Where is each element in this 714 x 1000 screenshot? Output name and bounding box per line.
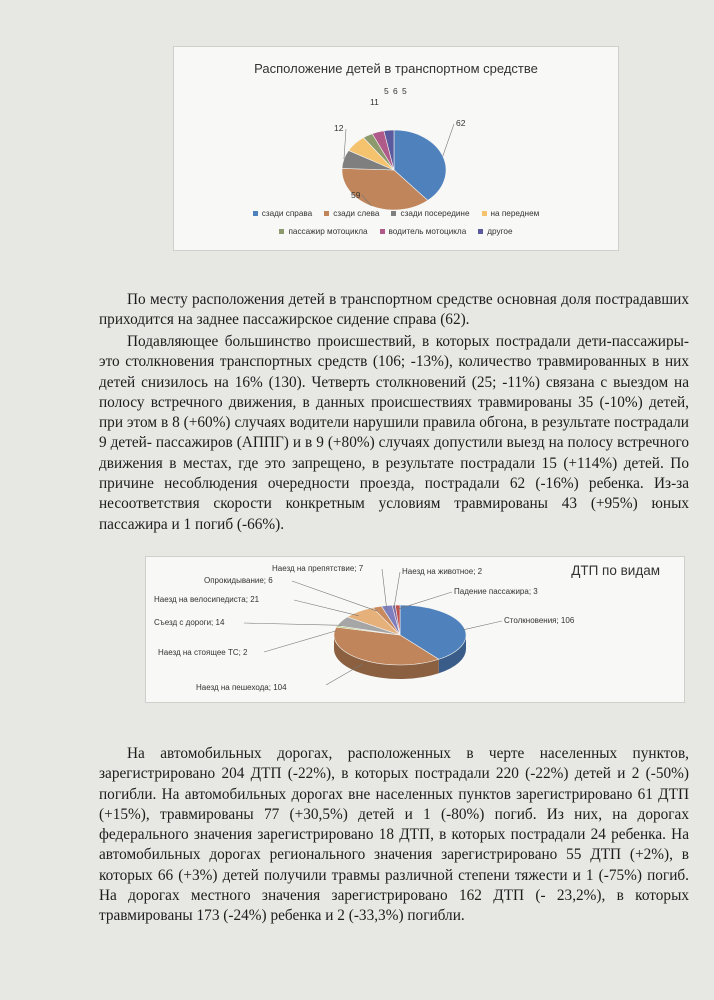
leader-line <box>294 600 359 616</box>
data-label: 6 <box>393 86 398 96</box>
leader-line <box>264 631 337 652</box>
legend-swatch <box>279 229 284 234</box>
data-label: 59 <box>351 190 361 200</box>
data-label: Наезд на стоящее ТС; 2 <box>158 648 248 657</box>
legend-item <box>482 209 540 218</box>
legend-swatch <box>482 211 487 216</box>
legend-swatch <box>391 211 396 216</box>
legend-item <box>279 227 367 236</box>
leader-line <box>326 664 362 685</box>
paragraph-road-types: На автомобильных дорогах, расположенных в черте населенных пунктов, зарегистрировано 204 ДТП (-22%), в которых пострадали 220 (-22%) детей и 2 (-50%) погибли. На автомобильных дорогах вне населенных пунктов зарегистрировано 61 ДТП (+15%), травмированы 77 (+30,5%) детей и 1 (-80%) погиб. Из них, на дорогах федерального значения зарегистрировано 18 ДТП, в которых пострадали 24 ребенка. На автомобильных дорогах регионального значения зарегистрировано 55 ДТП (+2%), в которых 66 (+3%) детей получили травмы различной степени тяжести и 1 (-75%) погиб. На дорогах местного значения зарегистрировано 162 ДТП (- 23,2%), в которых травмированы 173 (-24%) ребенка и 2 (-33,3%) погибли. <box>99 745 689 925</box>
data-label: 62 <box>456 118 466 128</box>
legend-item <box>478 227 512 236</box>
leader-line <box>443 124 454 156</box>
chart-title: Расположение детей в транспортном средстве <box>254 61 538 76</box>
legend-label: сзади слева <box>333 209 380 218</box>
data-label: Опрокидывание; 6 <box>204 576 273 585</box>
leader-line <box>292 581 377 611</box>
chart-title: ДТП по видам <box>571 563 660 578</box>
pie-chart-svg <box>146 557 684 702</box>
data-label: Столкновения; 106 <box>504 616 575 625</box>
data-label: Наезд на препятствие; 7 <box>272 564 364 573</box>
paragraph-seat-position: По месту расположения детей в транспортном средстве основная доля пострадавших приходится на заднее пассажирское сидение справа (62). <box>99 291 689 329</box>
data-label: Наезд на животное; 2 <box>402 567 483 576</box>
legend-label: сзади справа <box>261 209 313 218</box>
data-label: Съезд с дороги; 14 <box>154 618 225 627</box>
legend-label: пассажир мотоцикла <box>288 227 368 236</box>
paragraph-collisions: Подавляющее большинство происшествий, в которых пострадали дети-пассажиры- это столкновения транспортных средств (106; -13%), количество травмированных в них детей снизилось на 16% (130). Четверть столкновений (25; -11%) связана с выездом на полосу встречного движения, в данных происшествиях травмированы 35 (-10%) детей, при этом в 8 (+60%) случаях водители нарушили правила обгона, в результате пострадали 9 детей- пассажиров (АППГ) и в 9 (+80%) случаях допустили выезд на полосу встречного движения в местах, где это запрещено, в результате пострадали 15 (+114%) детей. По причине несоблюдения очередности проезда, пострадали 62 (-16%) ребенка. Из-за несоответствия скорости конкретным условиям травмированы 43 (+95%) юных пассажира и 1 погиб (-66%). <box>99 333 689 533</box>
children-position-pie-chart <box>173 46 619 251</box>
data-label: 5 <box>402 86 407 96</box>
legend-swatch <box>324 211 329 216</box>
leader-line <box>394 572 400 609</box>
leader-line <box>244 623 341 625</box>
pie-chart-svg <box>174 47 618 250</box>
legend-label: на переднем <box>490 209 540 218</box>
data-label: Наезд на велосипедиста; 21 <box>154 595 260 604</box>
legend-item <box>324 209 379 218</box>
data-label: Падение пассажира; 3 <box>454 587 538 596</box>
leader-line <box>463 621 502 630</box>
legend-item <box>391 209 469 218</box>
legend-swatch <box>380 229 385 234</box>
legend-swatch <box>253 211 258 216</box>
leader-line <box>398 592 452 609</box>
data-label: 12 <box>334 123 344 133</box>
legend-label: другое <box>487 227 513 236</box>
data-label: Наезд на пешехода; 104 <box>196 683 287 692</box>
data-label: 11 <box>370 97 379 107</box>
leader-line <box>382 569 387 610</box>
chart-legend <box>174 209 618 218</box>
legend-label: сзади посередине <box>400 209 470 218</box>
legend-swatch <box>478 229 483 234</box>
legend-item <box>380 227 467 236</box>
accidents-by-type-pie-chart <box>145 556 685 703</box>
legend-label: водитель мотоцикла <box>388 227 467 236</box>
data-label: 5 <box>384 86 389 96</box>
chart-legend <box>174 227 618 236</box>
legend-item <box>253 209 312 218</box>
